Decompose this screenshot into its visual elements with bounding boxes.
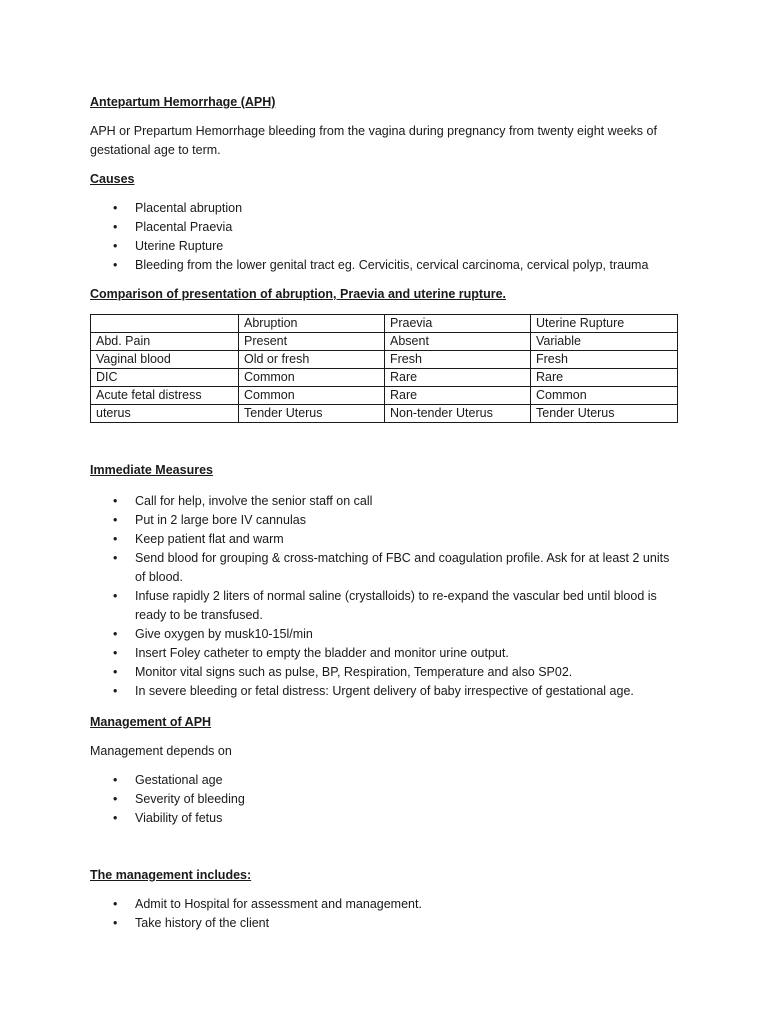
list-item: • Placental Praevia [90,218,680,237]
list-item: • Gestational age [90,771,680,790]
management-factors-list [90,771,680,828]
table-cell: Variable [531,333,678,351]
table-cell: Vaginal blood [91,351,239,369]
list-item: • Admit to Hospital for assessment and management. [90,895,680,914]
list-item: • Placental abruption [90,199,680,218]
document-content [90,93,680,933]
table-row [91,387,678,405]
list-item: • Monitor vital signs such as pulse, BP, Respiration, Temperature and also SP02. [90,663,680,682]
list-item: • Uterine Rupture [90,237,680,256]
table-cell: Acute fetal distress [91,387,239,405]
table-cell: Fresh [531,351,678,369]
list-item: • Call for help, involve the senior staff on call [90,492,680,511]
table-cell: DIC [91,369,239,387]
table-row [91,405,678,423]
table-cell: Fresh [385,351,531,369]
table-cell: Tender Uterus [239,405,385,423]
table-cell: Rare [385,369,531,387]
table-cell: uterus [91,405,239,423]
table-header-cell: Praevia [385,315,531,333]
list-item: • Keep patient flat and warm [90,530,680,549]
table-row [91,369,678,387]
list-item: • In severe bleeding or fetal distress: Urgent delivery of baby irrespective of gestational age. [90,682,680,701]
list-item: • Severity of bleeding [90,790,680,809]
management-includes-heading: The management includes: [90,868,252,882]
table-header-cell: Abruption [239,315,385,333]
list-item: • Viability of fetus [90,809,680,828]
causes-list [90,199,680,275]
table-cell: Non-tender Uterus [385,405,531,423]
table-cell: Absent [385,333,531,351]
table-header-cell [91,315,239,333]
list-item: • Insert Foley catheter to empty the bladder and monitor urine output. [90,644,680,663]
table-cell: Old or fresh [239,351,385,369]
list-item: • Infuse rapidly 2 liters of normal saline (crystalloids) to re-expand the vascular bed until blood is ready to be transfused. [90,587,680,625]
table-cell: Common [239,387,385,405]
management-includes-list [90,895,680,933]
table-cell: Rare [385,387,531,405]
list-item: • Put in 2 large bore IV cannulas [90,511,680,530]
list-item: • Take history of the client [90,914,680,933]
table-cell: Tender Uterus [531,405,678,423]
table-header-row [91,315,678,333]
table-row [91,333,678,351]
table-cell: Common [239,369,385,387]
management-heading: Management of APH [90,715,212,729]
list-item: • Bleeding from the lower genital tract eg. Cervicitis, cervical carcinoma, cervical polyp, trauma [90,256,680,275]
comparison-heading: Comparison of presentation of abruption, Praevia and uterine rupture. [90,287,507,301]
causes-heading: Causes [90,172,135,186]
table-cell: Present [239,333,385,351]
table-header-cell: Uterine Rupture [531,315,678,333]
intro-paragraph: APH or Prepartum Hemorrhage bleeding from the vagina during pregnancy from twenty eight weeks of gestational age to term. [90,124,657,157]
table-cell: Abd. Pain [91,333,239,351]
table-row [91,351,678,369]
list-item: • Give oxygen by musk10-15l/min [90,625,680,644]
immediate-measures-heading: Immediate Measures [90,463,213,477]
immediate-measures-list [90,492,680,701]
comparison-table [90,314,678,423]
table-cell: Rare [531,369,678,387]
management-depends-text: Management depends on [90,744,232,758]
list-item: • Send blood for grouping & cross-matching of FBC and coagulation profile. Ask for at least 2 units of blood. [90,549,680,587]
table-cell: Common [531,387,678,405]
document-title: Antepartum Hemorrhage (APH) [90,95,276,109]
